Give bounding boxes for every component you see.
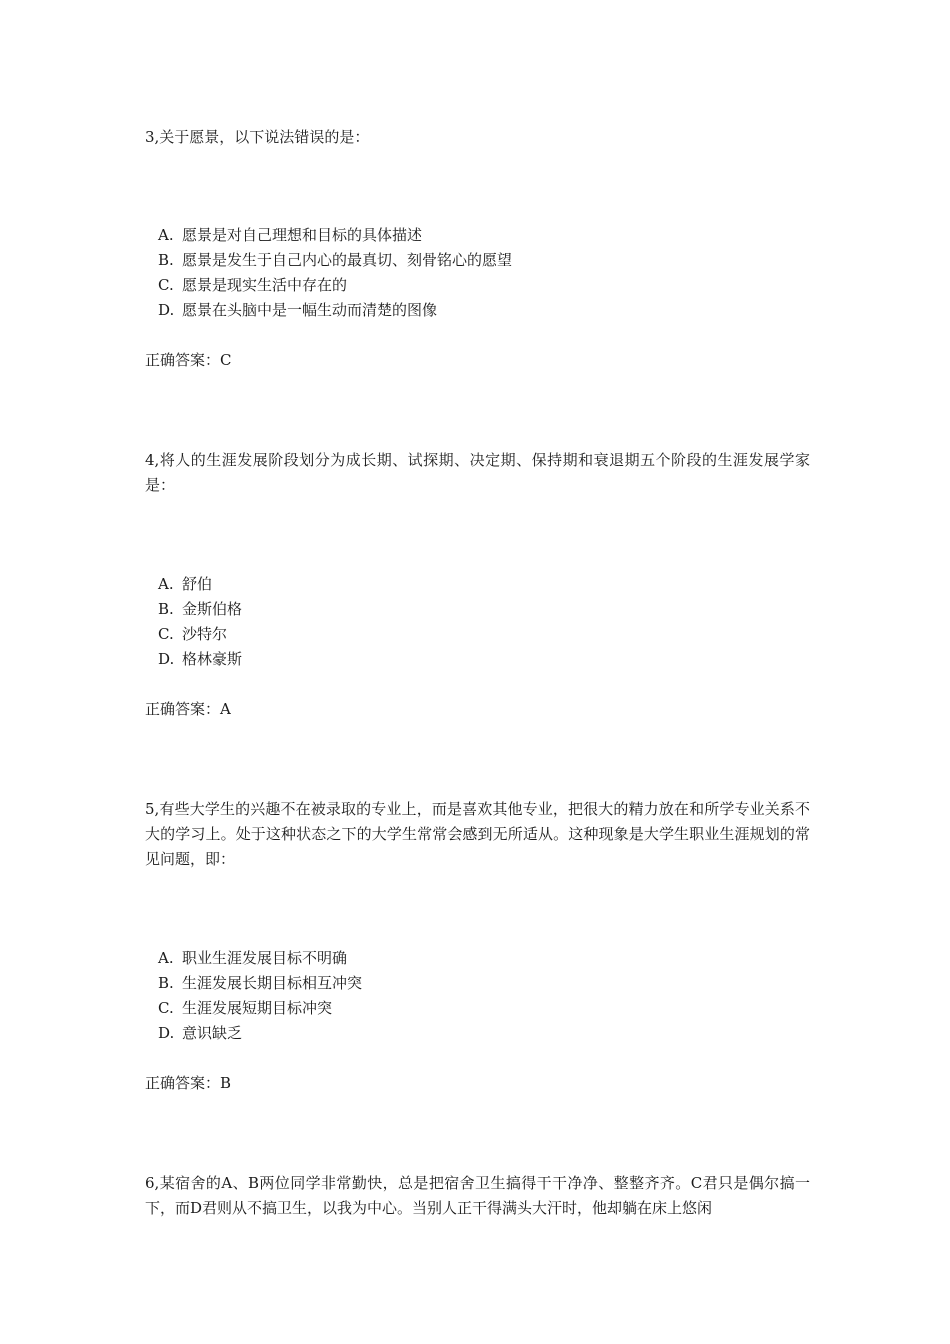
option-c: C. 生涯发展短期目标冲突	[158, 999, 333, 1017]
question-5	[145, 797, 810, 872]
answer-label: 正确答案：	[145, 700, 221, 718]
question-text: 5,有些大学生的兴趣不在被录取的专业上，而是喜欢其他专业，把很大的精力放在和所学专业关系不大的学习上。处于这种状态之下的大学生常常会感到无所适从。这种现象是大学生职业生涯规划的常见问题，即：	[145, 800, 810, 868]
question-4	[145, 448, 810, 498]
option-c: C. 沙特尔	[158, 625, 228, 643]
question-text: 3,关于愿景，以下说法错误的是：	[145, 128, 370, 146]
option-d: D. 意识缺乏	[158, 1024, 243, 1042]
options-list	[145, 946, 810, 1046]
option-c: C. 愿景是现实生活中存在的	[158, 276, 348, 294]
answer-4	[145, 697, 810, 722]
question-text: 6,某宿舍的A、B两位同学非常勤快，总是把宿舍卫生搞得干干净净、整整齐齐。C君只是偶尔搞一下，而D君则从不搞卫生，以我为中心。当别人正干得满头大汗时，他却躺在床上悠闲	[145, 1174, 810, 1217]
answer-value: C	[220, 351, 232, 369]
option-a: A. 职业生涯发展目标不明确	[158, 949, 348, 967]
option-a: A. 愿景是对自己理想和目标的具体描述	[158, 226, 423, 244]
option-b: B. 生涯发展长期目标相互冲突	[158, 974, 363, 992]
question-5-options	[145, 946, 810, 1046]
answer-label: 正确答案：	[145, 351, 221, 369]
question-3	[145, 125, 810, 150]
question-3-options	[145, 223, 810, 323]
option-a: A. 舒伯	[158, 575, 213, 593]
options-list	[145, 223, 810, 323]
options-list	[145, 572, 810, 672]
option-d: D. 愿景在头脑中是一幅生动而清楚的图像	[158, 301, 438, 319]
option-b: B. 愿景是发生于自己内心的最真切、刻骨铭心的愿望	[158, 251, 513, 269]
answer-3	[145, 348, 810, 373]
answer-value: A	[220, 700, 231, 718]
option-b: B. 金斯伯格	[158, 600, 243, 618]
question-text: 4,将人的生涯发展阶段划分为成长期、试探期、决定期、保持期和衰退期五个阶段的生涯发展学家是：	[145, 451, 810, 494]
answer-label: 正确答案：	[145, 1074, 221, 1092]
option-d: D. 格林豪斯	[158, 650, 243, 668]
answer-value: B	[220, 1074, 232, 1092]
question-6	[145, 1171, 810, 1221]
question-4-options	[145, 572, 810, 672]
answer-5	[145, 1071, 810, 1096]
